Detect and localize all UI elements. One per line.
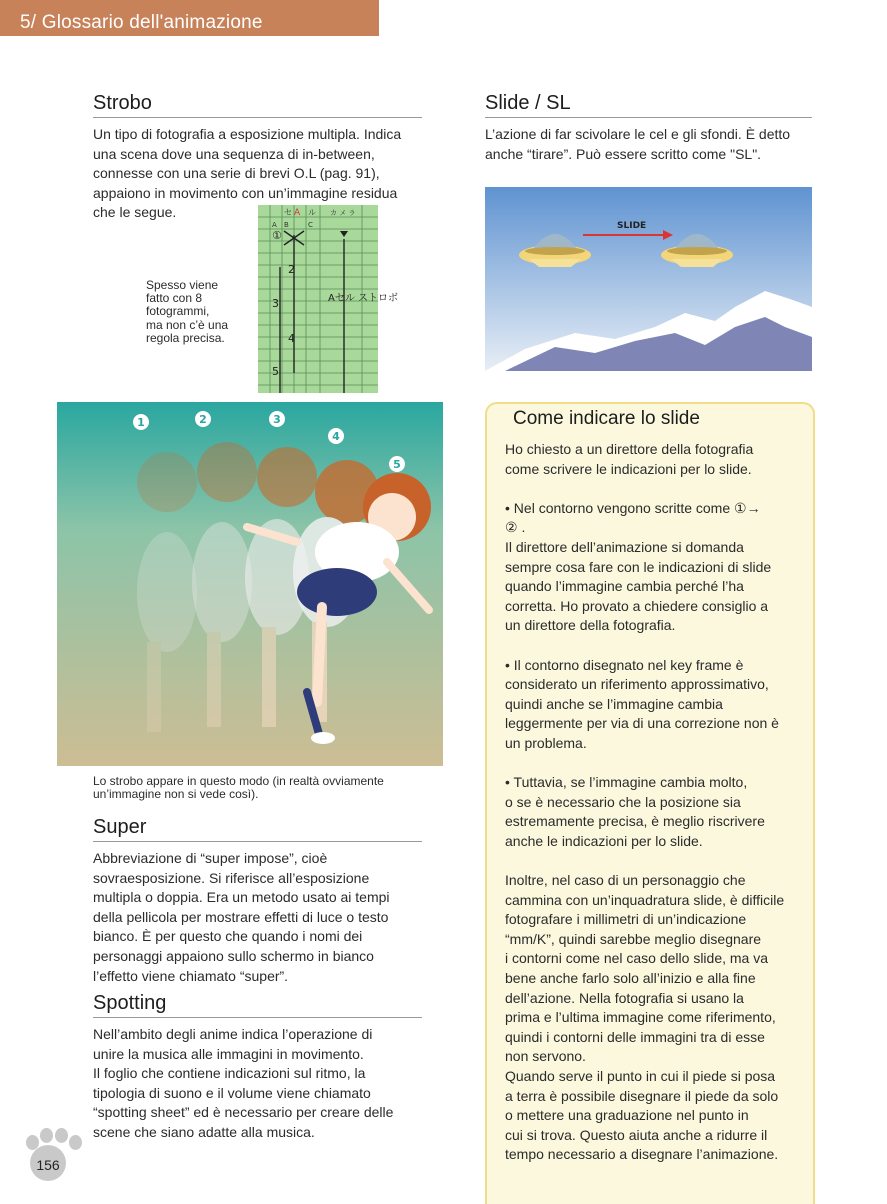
heading-slide: Slide / SL <box>485 92 812 118</box>
heading-spotting: Spotting <box>93 992 422 1018</box>
slide-image-label: SLIDE <box>617 221 647 231</box>
sheet-sub-header-c: C <box>308 221 313 229</box>
strobo-illustration <box>57 402 443 766</box>
heading-super: Super <box>93 816 422 842</box>
exposure-sheet-image <box>258 205 399 393</box>
sheet-sub-header-b: B <box>284 221 289 229</box>
sheet-frame-2: 2 <box>288 263 295 276</box>
slide-illustration <box>485 187 812 371</box>
strobo-num-2: 2 <box>199 413 207 426</box>
strobo-text: Un tipo di fotografia a esposizione multipla. Indica una scena dove una sequenza di in-between, connesse con una serie di brevi O.L (pag. 91), appaiono in movimento con un’immagine residua che le segue. <box>93 126 402 221</box>
heading-strobo: Strobo <box>93 92 422 118</box>
strobo-note: Spesso viene fatto con 8 fotogrammi, ma non c’è una regola precisa. <box>146 278 229 345</box>
sheet-frame-4: 4 <box>288 332 295 345</box>
strobo-num-1: 1 <box>137 416 145 429</box>
strobo-num-5: 5 <box>393 458 401 471</box>
slide-text: L’azione di far scivolare le cel e gli sfondi. È detto anche “tirare”. Può essere scritto come "SL". <box>485 126 791 162</box>
sheet-col-header-2: A <box>294 208 301 218</box>
sheet-annotation: Aセル ストロボ <box>328 293 399 304</box>
sheet-frame-3: 3 <box>272 297 279 310</box>
sheet-sub-header-a: A <box>272 221 277 229</box>
strobo-caption: Lo strobo appare in questo modo (in realtà ovviamente un’immagine non si vede così). <box>93 774 384 802</box>
sheet-frame-1: ① <box>272 229 282 242</box>
spotting-text: Nell’ambito degli anime indica l’operazione di unire la musica alle immagini in movimento. Il foglio che contiene indicazioni sul ritmo, la tipologia di suono e il volume viene chiamato “spotting sheet” ed è necessario per creare delle scene che siano adatte alla musica. <box>93 1026 394 1140</box>
sheet-col-header-1: セ <box>284 208 292 217</box>
strobo-num-4: 4 <box>332 430 340 443</box>
section-title: 5/ Glossario dell'animazione <box>20 12 263 33</box>
tip-box-text: Ho chiesto a un direttore della fotografia come scrivere le indicazioni per lo slide. • Nel contorno vengono scritte come ①→ ② . Il direttore dell’animazione si domanda sempre cosa fare con le indicazioni di slide quando l’immagine cambia perché l’ha corretta. Ho provato a chiedere consiglio a un direttore della fotografia. • Il contorno disegnato nel key frame è considerato un riferimento approssimativo, quindi anche se l’immagine cambia leggermente per via di una correzione non è un problema. • Tuttavia, se l’immagine cambia molto, o se è necessario che la posizione sia estremamente precisa, è meglio riscrivere anche le indicazioni per lo slide. Inoltre, nel caso di un personaggio che cammina con un’inquadratura slide, è difficile fotografare i millimetri di un’indicazione “mm/K”, quindi sarebbe meglio disegnare i contorni come nel caso dello slide, ma va bene anche farlo solo all’inizio e alla fine dell’azione. Nella fotografia si usano la prima e l’ultima immagine come riferimento, quindi i contorni delle immagini tra di esse non servono. Quando serve il punto in cui il piede si posa a terra è possibile disegnare il piede da solo o mettere una graduazione nel punto in cui si trova. Questo aiuta anche a ridurre il tempo necessario a disegnare l’animazione. <box>505 441 785 1163</box>
sheet-frame-5: 5 <box>272 365 279 378</box>
page-number: 156 <box>30 1145 66 1181</box>
strobo-num-3: 3 <box>273 413 281 426</box>
sheet-col-header-3: ル <box>308 208 316 217</box>
section-header-tab <box>0 0 379 36</box>
tip-box-title: Come indicare lo slide <box>513 408 700 429</box>
super-text: Abbreviazione di “super impose”, cioè sovraesposizione. Si riferisce all’esposizione multipla o doppia. Era un metodo usato ai tempi della pellicola per mostrare effetti di luce o testo bianco. È per questo che quando i nomi dei personaggi appaiono sullo schermo in bianco l’effetto viene chiamato “super”. <box>93 850 390 984</box>
sheet-col-header-4: カ メ ラ <box>330 209 356 217</box>
